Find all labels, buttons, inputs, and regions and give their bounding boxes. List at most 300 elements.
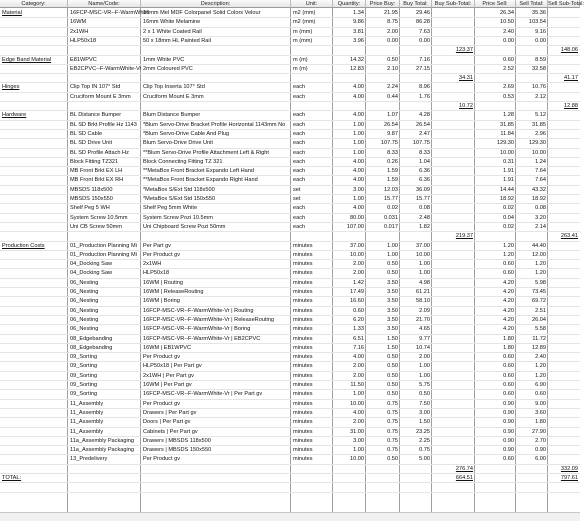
cell-unit[interactable]: each xyxy=(293,215,306,221)
cell-buy-total[interactable]: 26.54 xyxy=(416,122,430,128)
cell-price-sell[interactable]: 0.60 xyxy=(503,57,514,63)
cell-sell-total[interactable]: 2.70 xyxy=(535,438,546,444)
cell-name-code[interactable]: 11_Assembly xyxy=(70,429,104,435)
cell-buy-total[interactable]: 2.25 xyxy=(419,438,430,444)
cell-price-buy[interactable]: 3.50 xyxy=(387,298,398,304)
cell-name-code[interactable]: 09_Sorting xyxy=(70,363,98,369)
cell-price-sell[interactable]: 129.30 xyxy=(496,140,514,146)
header-name-code[interactable]: Name/Code: xyxy=(68,0,141,8)
cell-description[interactable]: Clip Top Inserta 107° Std xyxy=(143,84,205,90)
cell-sell-total[interactable]: 32.58 xyxy=(532,66,546,72)
cell-sell-total[interactable]: 6.90 xyxy=(535,382,546,388)
cell-quantity[interactable]: 4.00 xyxy=(353,410,364,416)
cell-buy-total[interactable]: 27.15 xyxy=(416,66,430,72)
cell-price-sell[interactable]: 4.20 xyxy=(503,308,514,314)
cell-name-code[interactable]: BL SD Brkt Profile Hz 1143 xyxy=(70,122,137,128)
cell-sell-total[interactable]: 8.59 xyxy=(535,57,546,63)
cell-unit[interactable]: each xyxy=(293,224,306,230)
cell-price-sell[interactable]: 10.50 xyxy=(500,19,514,25)
cell-unit[interactable]: m (m) xyxy=(293,66,308,72)
cell-name-code[interactable]: 11a_Assembly Packaging xyxy=(70,447,134,453)
cell-unit[interactable]: each xyxy=(293,159,306,165)
cell-unit[interactable]: each xyxy=(293,84,306,90)
cell-sell-total[interactable]: 69.72 xyxy=(532,298,546,304)
cell-quantity[interactable]: 31.00 xyxy=(350,429,364,435)
cell-price-sell[interactable]: 0.60 xyxy=(503,391,514,397)
cell-unit[interactable]: minutes xyxy=(293,382,313,388)
cell-price-sell[interactable]: 0.90 xyxy=(503,429,514,435)
cell-price-sell[interactable]: 1.20 xyxy=(503,243,514,249)
cell-unit[interactable]: minutes xyxy=(293,308,313,314)
cell-description[interactable]: 16WM | Per Part gv xyxy=(143,382,192,388)
cell-price-sell[interactable]: 0.53 xyxy=(503,94,514,100)
cell-sell-total[interactable]: 129.30 xyxy=(528,140,546,146)
cell-sell-sub-total[interactable]: 797.61 xyxy=(560,475,578,481)
cell-price-buy[interactable]: 3.50 xyxy=(387,280,398,286)
cell-description[interactable]: 50 x 18mm HL Painted Rail xyxy=(143,38,211,44)
cell-quantity[interactable]: 10.00 xyxy=(350,456,364,462)
cell-unit[interactable]: minutes xyxy=(293,447,313,453)
cell-sell-total[interactable]: 44.40 xyxy=(532,243,546,249)
cell-description[interactable]: 16WM | ReleaseRouting xyxy=(143,289,204,295)
cell-buy-total[interactable]: 8.33 xyxy=(419,150,430,156)
cell-price-sell[interactable]: 0.90 xyxy=(503,438,514,444)
cell-unit[interactable]: each xyxy=(293,112,306,118)
header-category[interactable]: Category: xyxy=(0,0,68,8)
header-price-sell[interactable]: Price Sell: xyxy=(475,0,516,8)
cell-quantity[interactable]: 2.00 xyxy=(353,373,364,379)
cell-price-sell[interactable]: 0.60 xyxy=(503,456,514,462)
cell-unit[interactable]: each xyxy=(293,122,306,128)
cell-unit[interactable]: set xyxy=(293,187,301,193)
cell-description[interactable]: 16FCP-MSC-VR--F-WarmWhite-Vr | ReleaseRouting xyxy=(143,317,274,323)
cell-buy-total[interactable]: 10.00 xyxy=(416,252,430,258)
cell-name-code[interactable]: 08_Edgebanding xyxy=(70,345,113,351)
cell-buy-total[interactable]: 2.48 xyxy=(419,215,430,221)
cell-sell-total[interactable]: 103.54 xyxy=(528,19,546,25)
cell-price-sell[interactable]: 1.20 xyxy=(503,252,514,258)
cell-quantity[interactable]: 17.49 xyxy=(350,289,364,295)
cell-quantity[interactable]: 12.83 xyxy=(350,66,364,72)
cell-description[interactable]: *MetaBox S/Ext Std 150x550 xyxy=(143,196,216,202)
cell-sell-total[interactable]: 0.90 xyxy=(535,447,546,453)
cell-description[interactable]: Per Product gv xyxy=(143,354,180,360)
cell-price-sell[interactable]: 0.00 xyxy=(503,38,514,44)
cell-name-code[interactable]: 06_Nesting xyxy=(70,289,99,295)
cell-sell-total[interactable]: 9.00 xyxy=(535,401,546,407)
cell-description[interactable]: 16FCP-MSC-VR--F-WarmWhite-Vr | Per Part gv xyxy=(143,391,263,397)
cell-buy-total[interactable]: 15.77 xyxy=(416,196,430,202)
cell-quantity[interactable]: 37.00 xyxy=(350,243,364,249)
cell-description[interactable]: Blum Distance Bumper xyxy=(143,112,201,118)
cell-unit[interactable]: minutes xyxy=(293,419,313,425)
cell-buy-total[interactable]: 21.70 xyxy=(416,317,430,323)
cell-buy-total[interactable]: 3.00 xyxy=(419,410,430,416)
cell-buy-total[interactable]: 1.04 xyxy=(419,159,430,165)
cell-description[interactable]: Shelf Peg 5mm White xyxy=(143,205,198,211)
cell-description[interactable]: 16mm White Melamine xyxy=(143,19,201,25)
cell-name-code[interactable]: MBSDS 118x500 xyxy=(70,187,113,193)
cell-price-buy[interactable]: 2.00 xyxy=(387,29,398,35)
cell-buy-total[interactable]: 0.00 xyxy=(419,38,430,44)
cell-sell-total[interactable]: 1.20 xyxy=(535,261,546,267)
cell-name-code[interactable]: Uni CB Screw 50mm xyxy=(70,224,122,230)
cell-description[interactable]: Block Connecting Fitting TZ 321 xyxy=(143,159,223,165)
cell-price-sell[interactable]: 14.44 xyxy=(500,187,514,193)
cell-description[interactable]: Drawers | MBSDS 118x500 xyxy=(143,438,211,444)
cell-price-buy[interactable]: 0.00 xyxy=(387,38,398,44)
cell-buy-total[interactable]: 5.75 xyxy=(419,382,430,388)
cell-category[interactable]: Material xyxy=(2,10,22,16)
cell-buy-total[interactable]: 4.65 xyxy=(419,326,430,332)
cell-quantity[interactable]: 6.20 xyxy=(353,317,364,323)
cell-sell-total[interactable]: 6.00 xyxy=(535,456,546,462)
cell-sell-sub-total[interactable]: 41.17 xyxy=(564,75,578,81)
cell-name-code[interactable]: 06_Nesting xyxy=(70,308,99,314)
cell-price-buy[interactable]: 8.33 xyxy=(387,150,398,156)
cell-price-buy[interactable]: 21.95 xyxy=(384,10,398,16)
cell-sell-total[interactable]: 10.00 xyxy=(532,150,546,156)
cell-price-sell[interactable]: 18.92 xyxy=(500,196,514,202)
cell-buy-total[interactable]: 0.50 xyxy=(419,391,430,397)
cell-buy-total[interactable]: 36.09 xyxy=(416,187,430,193)
cell-quantity[interactable]: 6.51 xyxy=(353,336,364,342)
cell-sell-sub-total[interactable]: 148.06 xyxy=(560,47,578,53)
cell-sell-total[interactable]: 1.24 xyxy=(535,159,546,165)
cell-price-buy[interactable]: 0.75 xyxy=(387,438,398,444)
cell-buy-total[interactable]: 2.47 xyxy=(419,131,430,137)
cell-quantity[interactable]: 16.60 xyxy=(350,298,364,304)
cell-price-buy[interactable]: 0.50 xyxy=(387,270,398,276)
cell-buy-total[interactable]: 61.21 xyxy=(416,289,430,295)
cell-name-code[interactable]: 09_Sorting xyxy=(70,354,98,360)
cell-description[interactable]: 2x1WH xyxy=(143,261,162,267)
cell-name-code[interactable]: 11_Assembly xyxy=(70,419,104,425)
cell-price-buy[interactable]: 2.24 xyxy=(387,84,398,90)
cell-description[interactable]: Drawers | MBSDS 150x550 xyxy=(143,447,212,453)
cell-buy-total[interactable]: 1.76 xyxy=(419,94,430,100)
cell-unit[interactable]: minutes xyxy=(293,456,313,462)
cell-description[interactable]: 16mm Mel MDF Colorpanel Solid Colors Velour xyxy=(143,10,261,16)
cell-price-sell[interactable]: 2.52 xyxy=(503,66,514,72)
cell-buy-total[interactable]: 58.10 xyxy=(416,298,430,304)
cell-description[interactable]: 16FCP-MSC-VR--F-WarmWhite-Vr | Boring xyxy=(143,326,251,332)
cell-name-code[interactable]: 11_Assembly xyxy=(70,410,104,416)
cell-price-buy[interactable]: 1.50 xyxy=(387,336,398,342)
cell-quantity[interactable]: 2.00 xyxy=(353,363,364,369)
cell-description[interactable]: Doors | Per Part gv xyxy=(143,419,191,425)
cell-unit[interactable]: minutes xyxy=(293,252,313,258)
cell-name-code[interactable]: 09_Sorting xyxy=(70,373,98,379)
cell-quantity[interactable]: 1.00 xyxy=(353,122,364,128)
cell-price-buy[interactable]: 3.50 xyxy=(387,308,398,314)
cell-sell-total[interactable]: 2.51 xyxy=(535,308,546,314)
cell-quantity[interactable]: 1.00 xyxy=(353,140,364,146)
cell-buy-sub-total[interactable]: 664.51 xyxy=(455,475,473,481)
cell-quantity[interactable]: 2.00 xyxy=(353,419,364,425)
cell-unit[interactable]: set xyxy=(293,196,301,202)
cell-name-code[interactable]: 06_Nesting xyxy=(70,298,99,304)
cell-description[interactable]: **MetaBox Front Bracket Expando Right Hand xyxy=(143,177,258,183)
cell-sell-sub-total[interactable]: 263.41 xyxy=(560,233,578,239)
cell-description[interactable]: 1mm White PVC xyxy=(143,57,185,63)
cell-description[interactable]: *MetaBox S/Ext Std 118x500 xyxy=(143,187,215,193)
cell-sell-total[interactable]: 2.40 xyxy=(535,354,546,360)
cell-name-code[interactable]: Clip Top IN 107° Std xyxy=(70,84,121,90)
cell-sell-sub-total[interactable]: 332.09 xyxy=(560,466,578,472)
cell-unit[interactable]: minutes xyxy=(293,438,313,444)
cell-quantity[interactable]: 4.00 xyxy=(353,177,364,183)
cell-sell-total[interactable]: 11.72 xyxy=(532,336,546,342)
cell-description[interactable]: System Screw Pozi 10.5mm xyxy=(143,215,213,221)
cell-name-code[interactable]: Block Fitting TZ321 xyxy=(70,159,119,165)
cell-price-buy[interactable]: 3.50 xyxy=(387,289,398,295)
cell-sell-total[interactable]: 3.60 xyxy=(535,410,546,416)
cell-description[interactable]: **MetaBox Front Bracket Expando Left Hand xyxy=(143,168,255,174)
cell-price-buy[interactable]: 2.10 xyxy=(387,66,398,72)
cell-unit[interactable]: minutes xyxy=(293,373,313,379)
cell-description[interactable]: *Blum Servo-Drive Bracket Profile Horizontal 1143mm No xyxy=(143,122,286,128)
cell-unit[interactable]: minutes xyxy=(293,326,313,332)
cell-buy-total[interactable]: 8.96 xyxy=(419,84,430,90)
cell-unit[interactable]: m (mm) xyxy=(293,38,313,44)
cell-price-buy[interactable]: 0.02 xyxy=(387,205,398,211)
cell-quantity[interactable]: 4.00 xyxy=(353,205,364,211)
cell-buy-sub-total[interactable]: 10.72 xyxy=(459,103,473,109)
header-buy-sub-total[interactable]: Buy Sub-Total: xyxy=(432,0,475,8)
cell-buy-total[interactable]: 23.25 xyxy=(416,429,430,435)
cell-quantity[interactable]: 2.00 xyxy=(353,261,364,267)
cell-sell-total[interactable]: 3.20 xyxy=(535,215,546,221)
cell-price-buy[interactable]: 1.07 xyxy=(387,112,398,118)
cell-price-buy[interactable]: 3.50 xyxy=(387,317,398,323)
cell-buy-total[interactable]: 1.50 xyxy=(419,419,430,425)
cell-sell-total[interactable]: 12.00 xyxy=(532,252,546,258)
cell-buy-total[interactable]: 1.00 xyxy=(419,373,430,379)
cell-name-code[interactable]: MB Front Brkt EX LH xyxy=(70,168,123,174)
cell-unit[interactable]: minutes xyxy=(293,410,313,416)
cell-quantity[interactable]: 1.33 xyxy=(353,326,364,332)
cell-description[interactable]: 2 x 1 White Coated Rail xyxy=(143,29,202,35)
cell-buy-total[interactable]: 37.00 xyxy=(416,243,430,249)
cell-name-code[interactable]: 04_Docking Saw xyxy=(70,261,112,267)
cell-buy-total[interactable]: 0.08 xyxy=(419,205,430,211)
cell-price-buy[interactable]: 1.59 xyxy=(387,168,398,174)
cell-quantity[interactable]: 0.60 xyxy=(353,308,364,314)
cell-buy-total[interactable]: 1.82 xyxy=(419,224,430,230)
cell-price-sell[interactable]: 0.02 xyxy=(503,224,514,230)
cell-name-code[interactable]: EB2CPVC--F-WarmWhite-Vr xyxy=(70,66,142,72)
cell-quantity[interactable]: 1.00 xyxy=(353,131,364,137)
cell-unit[interactable]: minutes xyxy=(293,298,313,304)
cell-price-sell[interactable]: 4.20 xyxy=(503,326,514,332)
cell-name-code[interactable]: System Screw 10.5mm xyxy=(70,215,128,221)
cell-price-sell[interactable]: 0.90 xyxy=(503,419,514,425)
cell-buy-sub-total[interactable]: 276.74 xyxy=(455,466,473,472)
cell-buy-total[interactable]: 4.28 xyxy=(419,112,430,118)
cell-price-sell[interactable]: 2.69 xyxy=(503,84,514,90)
cell-buy-total[interactable]: 29.46 xyxy=(416,10,430,16)
cell-name-code[interactable]: 06_Nesting xyxy=(70,317,99,323)
cell-name-code[interactable]: Cruciform Mount E 3mm xyxy=(70,94,131,100)
cell-quantity[interactable]: 10.00 xyxy=(350,401,364,407)
header-sell-sub-total[interactable]: Sell Sub-Total: xyxy=(548,1,584,7)
cell-price-sell[interactable]: 1.91 xyxy=(503,168,514,174)
cell-buy-total[interactable]: 5.00 xyxy=(419,456,430,462)
cell-name-code[interactable]: 11_Assembly xyxy=(70,401,104,407)
cell-price-sell[interactable]: 0.04 xyxy=(503,215,514,221)
cell-quantity[interactable]: 4.00 xyxy=(353,159,364,165)
cell-unit[interactable]: minutes xyxy=(293,261,313,267)
cell-price-sell[interactable]: 0.90 xyxy=(503,410,514,416)
cell-description[interactable]: Per Product gv xyxy=(143,456,180,462)
cell-quantity[interactable]: 11.50 xyxy=(350,382,364,388)
cell-sell-total[interactable]: 1.20 xyxy=(535,270,546,276)
cell-price-sell[interactable]: 26.34 xyxy=(500,10,514,16)
cell-price-buy[interactable]: 3.50 xyxy=(387,326,398,332)
cell-quantity[interactable]: 7.16 xyxy=(353,345,364,351)
cell-unit[interactable]: minutes xyxy=(293,391,313,397)
cell-price-sell[interactable]: 11.84 xyxy=(500,131,514,137)
cell-name-code[interactable]: 2x1WH xyxy=(70,29,89,35)
cell-price-sell[interactable]: 2.40 xyxy=(503,29,514,35)
cell-unit[interactable]: minutes xyxy=(293,401,313,407)
header-sell-total[interactable]: Sell Total: xyxy=(516,0,548,8)
cell-unit[interactable]: minutes xyxy=(293,429,313,435)
cell-price-buy[interactable]: 0.75 xyxy=(387,410,398,416)
cell-price-sell[interactable]: 31.85 xyxy=(500,122,514,128)
cell-price-buy[interactable]: 0.75 xyxy=(387,447,398,453)
cell-price-sell[interactable]: 1.91 xyxy=(503,177,514,183)
cell-sell-total[interactable]: 18.92 xyxy=(532,196,546,202)
header-quantity[interactable]: Quantity: xyxy=(333,0,366,8)
cell-name-code[interactable]: 01_Production Planning Mi xyxy=(70,243,137,249)
cell-buy-total[interactable]: 1.00 xyxy=(419,270,430,276)
cell-unit[interactable]: m2 (mm) xyxy=(293,10,316,16)
cell-quantity[interactable]: 3.00 xyxy=(353,438,364,444)
cell-sell-total[interactable]: 12.89 xyxy=(532,345,546,351)
cell-quantity[interactable]: 107.00 xyxy=(346,224,364,230)
cell-buy-total[interactable]: 2.09 xyxy=(419,308,430,314)
cell-quantity[interactable]: 1.34 xyxy=(353,10,364,16)
cell-price-buy[interactable]: 0.50 xyxy=(387,391,398,397)
cell-description[interactable]: 16WM | EB1WPVC xyxy=(143,345,192,351)
cell-sell-total[interactable]: 5.98 xyxy=(535,280,546,286)
cell-sell-total[interactable]: 0.60 xyxy=(535,391,546,397)
cell-unit[interactable]: each xyxy=(293,131,306,137)
cell-quantity[interactable]: 1.00 xyxy=(353,447,364,453)
cell-quantity[interactable]: 1.42 xyxy=(353,280,364,286)
cell-unit[interactable]: each xyxy=(293,94,306,100)
cell-unit[interactable]: minutes xyxy=(293,363,313,369)
horizontal-scrollbar[interactable] xyxy=(0,512,580,521)
cell-price-buy[interactable]: 0.44 xyxy=(387,94,398,100)
cell-description[interactable]: Blum Servo-Drive Drive Unit xyxy=(143,140,213,146)
cell-sell-total[interactable]: 2.12 xyxy=(535,94,546,100)
cell-price-buy[interactable]: 0.031 xyxy=(384,215,398,221)
cell-buy-total[interactable]: 9.77 xyxy=(419,336,430,342)
cell-price-sell[interactable]: 10.00 xyxy=(500,150,514,156)
cell-price-buy[interactable]: 0.50 xyxy=(387,363,398,369)
cell-sell-total[interactable]: 1.20 xyxy=(535,363,546,369)
cell-quantity[interactable]: 1.00 xyxy=(353,391,364,397)
cell-unit[interactable]: each xyxy=(293,205,306,211)
cell-price-buy[interactable]: 0.017 xyxy=(384,224,398,230)
cell-price-buy[interactable]: 0.26 xyxy=(387,159,398,165)
cell-price-buy[interactable]: 107.75 xyxy=(380,140,398,146)
cell-quantity[interactable]: 4.00 xyxy=(353,84,364,90)
cell-price-sell[interactable]: 4.20 xyxy=(503,289,514,295)
cell-buy-total[interactable]: 7.16 xyxy=(419,57,430,63)
cell-price-buy[interactable]: 0.75 xyxy=(387,419,398,425)
cell-category[interactable]: Edge Band Material xyxy=(2,57,52,63)
cell-quantity[interactable]: 3.00 xyxy=(353,187,364,193)
cell-price-sell[interactable]: 0.60 xyxy=(503,382,514,388)
cell-buy-total[interactable]: 6.36 xyxy=(419,168,430,174)
cell-buy-total[interactable]: 7.63 xyxy=(419,29,430,35)
cell-buy-sub-total[interactable]: 219.37 xyxy=(455,233,473,239)
cell-price-sell[interactable]: 0.90 xyxy=(503,447,514,453)
cell-quantity[interactable]: 3.96 xyxy=(353,38,364,44)
header-buy-total[interactable]: Buy Total: xyxy=(400,0,432,8)
cell-description[interactable]: **Blum Servo-Drive Profile Attachment Left & Right xyxy=(143,150,269,156)
cell-quantity[interactable]: 80.00 xyxy=(350,215,364,221)
cell-quantity[interactable]: 4.00 xyxy=(353,354,364,360)
cell-name-code[interactable]: 06_Nesting xyxy=(70,326,99,332)
cell-unit[interactable]: minutes xyxy=(293,336,313,342)
cell-sell-total[interactable]: 1.80 xyxy=(535,419,546,425)
cell-name-code[interactable]: MB Front Brkt EX RH xyxy=(70,177,124,183)
cell-name-code[interactable]: 09_Sorting xyxy=(70,391,98,397)
cell-price-sell[interactable]: 0.02 xyxy=(503,205,514,211)
cell-price-buy[interactable]: 15.77 xyxy=(384,196,398,202)
cell-description[interactable]: Uni Chipboard Screw Pozi 50mm xyxy=(143,224,226,230)
cell-category[interactable]: Hinges xyxy=(2,84,20,90)
cell-price-buy[interactable]: 1.00 xyxy=(387,252,398,258)
cell-price-sell[interactable]: 0.90 xyxy=(503,401,514,407)
cell-name-code[interactable]: 16FCP-MSC-VR--F-WarmWhite xyxy=(70,10,150,16)
header-unit[interactable]: Unit: xyxy=(291,0,333,8)
cell-description[interactable]: Cruciform Mount E 3mm xyxy=(143,94,204,100)
cell-price-sell[interactable]: 0.60 xyxy=(503,354,514,360)
cell-price-sell[interactable]: 0.60 xyxy=(503,270,514,276)
cell-price-buy[interactable]: 0.75 xyxy=(387,429,398,435)
cell-name-code[interactable]: 11a_Assembly Packaging xyxy=(70,438,134,444)
cell-description[interactable]: 2mm Coloured PVC xyxy=(143,66,193,72)
cell-quantity[interactable]: 4.00 xyxy=(353,168,364,174)
cell-quantity[interactable]: 4.00 xyxy=(353,94,364,100)
cell-price-sell[interactable]: 0.31 xyxy=(503,159,514,165)
cell-description[interactable]: Per Product gv xyxy=(143,401,180,407)
cell-sell-total[interactable]: 31.85 xyxy=(532,122,546,128)
cell-description[interactable]: 16WM | Boring xyxy=(143,298,180,304)
cell-price-sell[interactable]: 0.60 xyxy=(503,363,514,369)
cell-quantity[interactable]: 4.00 xyxy=(353,112,364,118)
cell-buy-total[interactable]: 86.28 xyxy=(416,19,430,25)
cell-buy-total[interactable]: 2.00 xyxy=(419,354,430,360)
cell-category[interactable]: Production Costs xyxy=(2,243,45,249)
cell-buy-total[interactable]: 107.75 xyxy=(412,140,430,146)
cell-quantity[interactable]: 1.00 xyxy=(353,150,364,156)
cell-unit[interactable]: m (m) xyxy=(293,57,308,63)
cell-unit[interactable]: minutes xyxy=(293,243,313,249)
cell-description[interactable]: 2x1WH | Per Part gv xyxy=(143,373,194,379)
cell-quantity[interactable]: 9.86 xyxy=(353,19,364,25)
cell-name-code[interactable]: 04_Docking Saw xyxy=(70,270,112,276)
cell-quantity[interactable]: 2.00 xyxy=(353,270,364,276)
cell-description[interactable]: 16FCP-MSC-VR--F-WarmWhite-Vr | Routing xyxy=(143,308,254,314)
cell-sell-total[interactable]: 35.36 xyxy=(532,10,546,16)
